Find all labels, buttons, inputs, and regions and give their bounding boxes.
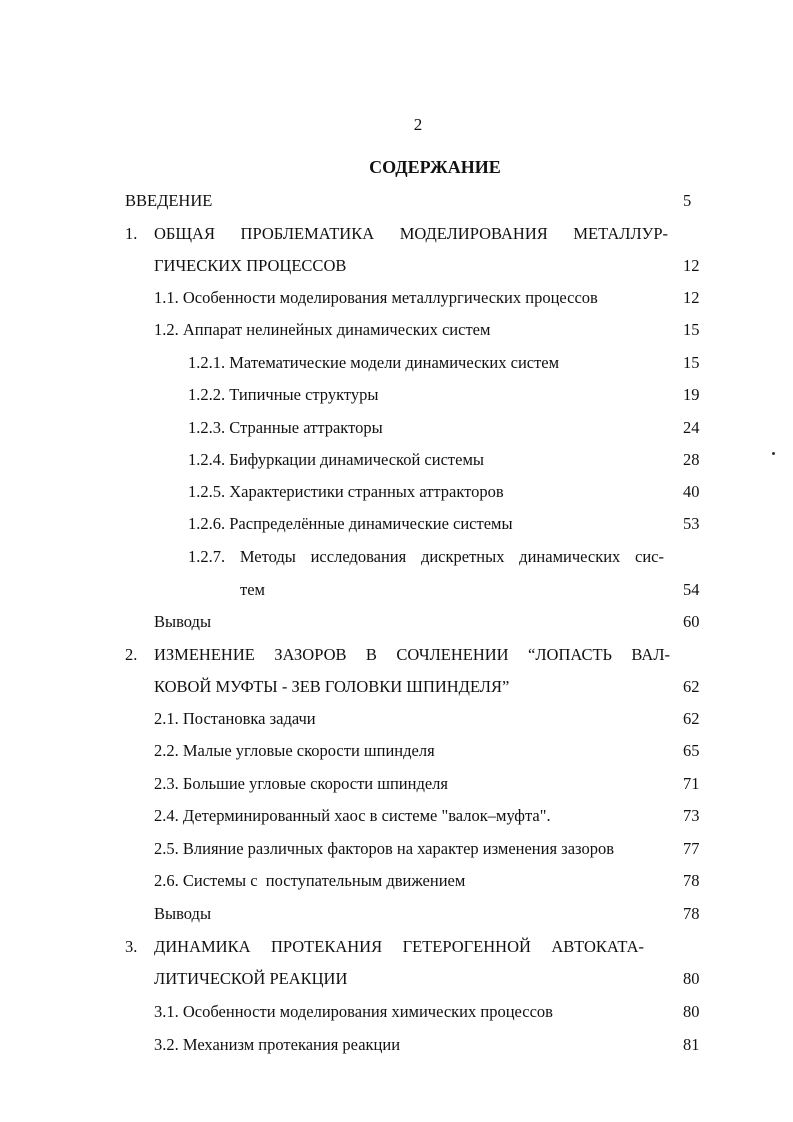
- toc-chapter-2-title[interactable]: ИЗМЕНЕНИЕ ЗАЗОРОВ В СОЧЛЕНЕНИИ “ЛОПАСТЬ ВАЛ-: [154, 645, 670, 664]
- toc-subsection-1-2-5[interactable]: 1.2.5. Характеристики странных аттракторов: [188, 482, 504, 501]
- toc-page-conclusions-2: 78: [683, 904, 700, 923]
- toc-subsection-1-2-4[interactable]: 1.2.4. Бифуркации динамической системы: [188, 450, 484, 469]
- toc-chapter-3-marker: 3.: [125, 937, 138, 956]
- toc-section-2-4[interactable]: 2.4. Детерминированный хаос в системе "валок–муфта".: [154, 806, 551, 825]
- toc-page-1-2-2: 19: [683, 385, 700, 404]
- toc-page-3-1: 80: [683, 1002, 700, 1021]
- toc-chapter-2-title-cont[interactable]: КОВОЙ МУФТЫ - ЗЕВ ГОЛОВКИ ШПИНДЕЛЯ”: [154, 677, 510, 696]
- toc-subsection-1-2-1[interactable]: 1.2.1. Математические модели динамических систем: [188, 353, 560, 372]
- toc-page-intro: 5: [683, 191, 692, 210]
- toc-page-2-6: 78: [683, 871, 700, 890]
- toc-page-chapter-1: 12: [683, 256, 700, 275]
- toc-chapter-3-title[interactable]: ДИНАМИКА ПРОТЕКАНИЯ ГЕТЕРОГЕННОЙ АВТОКАТА-: [154, 937, 644, 956]
- toc-page-1-2-7: 54: [683, 580, 700, 599]
- toc-subsection-1-2-3[interactable]: 1.2.3. Странные аттракторы: [188, 418, 383, 437]
- toc-page-1-2-5: 40: [683, 482, 700, 501]
- toc-chapter-2-marker: 2.: [125, 645, 138, 664]
- toc-section-3-1[interactable]: 3.1. Особенности моделирования химических процессов: [154, 1002, 553, 1021]
- toc-chapter-3-title-cont[interactable]: ЛИТИЧЕСКОЙ РЕАКЦИИ: [154, 969, 348, 988]
- page-title: СОДЕРЖАНИЕ: [369, 157, 501, 177]
- toc-section-3-2[interactable]: 3.2. Механизм протекания реакции: [154, 1035, 401, 1054]
- toc-subsection-1-2-7-cont[interactable]: тем: [240, 580, 265, 599]
- toc-chapter-1-title-cont[interactable]: ГИЧЕСКИХ ПРОЦЕССОВ: [154, 256, 347, 275]
- toc-conclusions-1[interactable]: Выводы: [154, 612, 212, 631]
- toc-subsection-1-2-6[interactable]: 1.2.6. Распределённые динамические системы: [188, 514, 513, 533]
- toc-page-2-2: 65: [683, 741, 700, 760]
- toc-section-2-3[interactable]: 2.3. Большие угловые скорости шпинделя: [154, 774, 449, 793]
- toc-page-chapter-2: 62: [683, 677, 700, 696]
- toc-section-2-1[interactable]: 2.1. Постановка задачи: [154, 709, 316, 728]
- toc-entry-intro[interactable]: ВВЕДЕНИЕ: [125, 191, 213, 210]
- toc-subsection-1-2-2[interactable]: 1.2.2. Типичные структуры: [188, 385, 379, 404]
- toc-page-chapter-3: 80: [683, 969, 700, 988]
- scan-speck: [772, 452, 775, 455]
- toc-page-1-2-6: 53: [683, 514, 700, 533]
- toc-page-1-2-3: 24: [683, 418, 700, 437]
- toc-chapter-1-title[interactable]: ОБЩАЯ ПРОБЛЕМАТИКА МОДЕЛИРОВАНИЯ МЕТАЛЛУР-: [154, 224, 668, 243]
- toc-section-1-2[interactable]: 1.2. Аппарат нелинейных динамических систем: [154, 320, 491, 339]
- toc-section-2-6[interactable]: 2.6. Системы с поступательным движением: [154, 871, 466, 890]
- page-number: 2: [413, 115, 423, 134]
- toc-chapter-1-marker: 1.: [125, 224, 138, 243]
- toc-section-2-2[interactable]: 2.2. Малые угловые скорости шпинделя: [154, 741, 435, 760]
- toc-conclusions-2[interactable]: Выводы: [154, 904, 212, 923]
- toc-page-1-1: 12: [683, 288, 700, 307]
- toc-page-conclusions-1: 60: [683, 612, 700, 631]
- toc-section-2-5[interactable]: 2.5. Влияние различных факторов на характер изменения зазоров: [154, 839, 614, 858]
- toc-page-2-5: 77: [683, 839, 700, 858]
- toc-subsection-1-2-7[interactable]: 1.2.7. Методы исследования дискретных динамических сис-: [188, 547, 664, 566]
- toc-page-1-2-1: 15: [683, 353, 700, 372]
- toc-page-2-3: 71: [683, 774, 700, 793]
- toc-page-1-2-4: 28: [683, 450, 700, 469]
- toc-section-1-1[interactable]: 1.1. Особенности моделирования металлургических процессов: [154, 288, 598, 307]
- toc-page-1-2: 15: [683, 320, 700, 339]
- toc-page-2-4: 73: [683, 806, 700, 825]
- toc-page-3-2: 81: [683, 1035, 700, 1054]
- toc-page-2-1: 62: [683, 709, 700, 728]
